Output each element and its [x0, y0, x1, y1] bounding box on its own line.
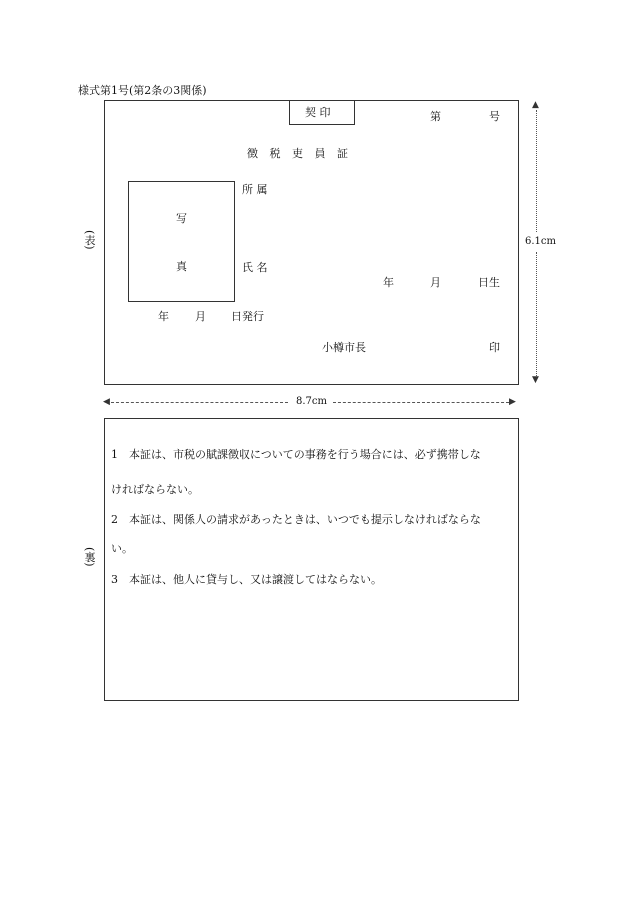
birth-day: 日生 — [478, 276, 500, 289]
height-dimension: 6.1cm — [525, 236, 556, 247]
birth-year: 年 — [383, 276, 394, 289]
name-label: 氏 名 — [242, 261, 268, 274]
width-dimension: 8.7cm — [296, 396, 327, 407]
affiliation-label: 所 属 — [242, 183, 268, 196]
front-side-label-text: (表) — [83, 230, 96, 250]
issuer-seal: 印 — [489, 341, 500, 354]
issuer: 小樽市長 — [322, 341, 366, 354]
issue-year: 年 — [158, 310, 169, 323]
front-side-label — [83, 230, 95, 253]
note-line-1: 1 本証は、市税の賦課徴収についての事務を行う場合には、必ず携帯しな — [111, 448, 481, 461]
number-prefix: 第 — [430, 110, 441, 123]
issue-day: 日発行 — [231, 310, 264, 323]
width-arrow-right-icon: ▶ — [509, 397, 516, 407]
note-line-5: 3 本証は、他人に貸与し、又は譲渡してはならない。 — [111, 573, 382, 586]
birth-month: 月 — [430, 276, 441, 289]
height-arrow-bottom-icon: ▼ — [532, 375, 539, 385]
width-dim-line-right — [333, 402, 509, 403]
card-title: 徴 税 吏 員 証 — [247, 147, 352, 160]
photo-label-1: 写 — [176, 212, 187, 225]
height-dim-line-bottom — [536, 252, 537, 376]
photo-box — [128, 181, 235, 302]
back-side-label — [83, 547, 95, 570]
width-arrow-left-icon: ◀ — [103, 397, 110, 407]
issue-month: 月 — [195, 310, 206, 323]
form-title: 様式第1号(第2条の3関係) — [78, 84, 207, 97]
photo-label-2: 真 — [176, 260, 187, 273]
note-line-3: 2 本証は、関係人の請求があったときは、いつでも提示しなければならな — [111, 513, 481, 526]
height-dim-line-top — [536, 110, 537, 232]
note-line-4: い。 — [111, 542, 133, 555]
number-suffix: 号 — [489, 110, 500, 123]
height-arrow-top-icon: ▲ — [532, 100, 539, 110]
back-side-label-text: (裏) — [83, 547, 96, 567]
width-dim-line-left — [111, 402, 288, 403]
seal-label: 契 印 — [305, 106, 331, 119]
note-line-2: ければならない。 — [111, 483, 199, 496]
